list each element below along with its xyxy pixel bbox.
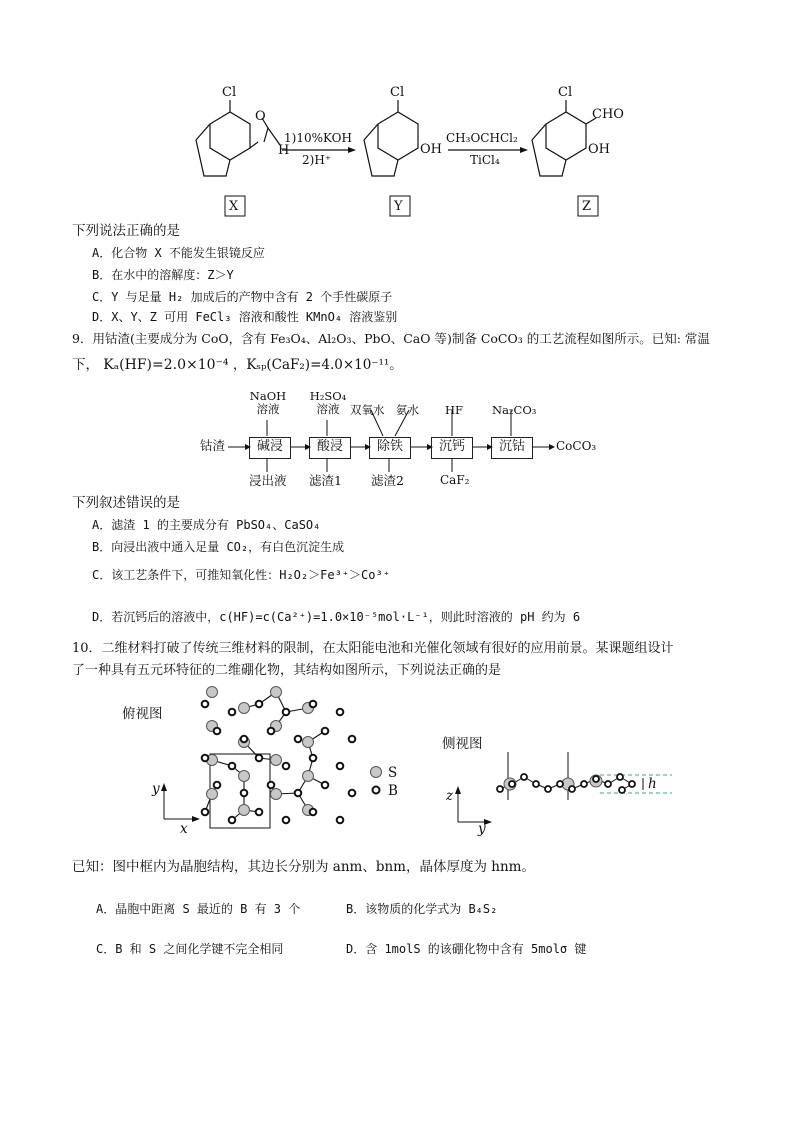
cl-z: Cl [558,85,573,100]
reagent-h2o2: 双氧水 [350,403,385,417]
side-b-atom [497,786,503,792]
arrow2-top: CH₃OCHCl₂ [446,131,518,145]
side-b-atom [619,787,625,793]
b-atom [202,701,209,708]
q10-option-c: C．B 和 S 之间化学键不完全相同 [96,942,284,956]
side-b-atom [533,781,539,787]
cl-y: Cl [390,85,405,100]
b-atom [256,701,263,708]
q9-option-b: B．向浸出液中通入足量 CO₂，有白色沉淀生成 [92,540,345,554]
q10-option-a: A．晶胞中距离 S 最近的 B 有 3 个 [96,902,301,916]
q9-option-a: A．滤渣 1 的主要成分有 PbSO₄、CaSO₄ [92,518,321,532]
q9-stem-line1: 9．用钴渣(主要成分为 CoO，含有 Fe₃O₄、Al₂O₃、PbO、CaO 等)制备 CoCO₃ 的工艺流程如图所示。已知: 常温 [72,331,710,346]
flow-step-calcium-precipitation: 沉钙 [431,437,473,459]
axis-x-label: x [180,821,188,837]
s-atom [271,687,282,698]
thickness-h-label: h [648,776,657,792]
b-atom [229,709,236,716]
z-oh: OH [588,142,610,157]
flow-step-acid-leach: 酸浸 [309,437,351,459]
output-leachate: 浸出液 [249,473,287,488]
side-b-atom [629,781,635,787]
flow-step-iron-removal: 除铁 [369,437,411,459]
reagent-hf: HF [445,403,464,417]
q8-option-c: C．Y 与足量 H₂ 加成后的产物中含有 2 个手性碳原子 [92,290,393,304]
reagent-ammonia: 氨水 [396,403,419,417]
flow-start: 钴渣 [200,438,226,453]
b-atom [214,728,221,735]
q9-stem-prefix: 下， [72,357,99,373]
y-oh: OH [420,142,442,157]
side-b-atom [569,786,575,792]
side-b-atom [617,774,623,780]
flow-end: CoCO₃ [556,439,597,453]
side-view-label: 侧视图 [442,736,483,752]
axis-y2-label: y [478,821,486,837]
q10-option-b: B．该物质的化学式为 B₄S₂ [346,902,498,916]
side-b-atom [605,781,611,787]
legend-b-label: B [388,783,398,799]
q10-known: 已知：图中框内为晶胞结构，其边长分别为 anm、bnm，晶体厚度为 hnm。 [72,859,535,875]
b-atom [310,701,317,708]
axis-z-label: z [446,788,454,804]
x-aldehyde-h: H [278,143,290,158]
arrow1-bottom: 2)H⁺ [302,153,332,167]
cl-x: Cl [222,85,237,100]
flow-step-alkali-leach: 碱浸 [249,437,291,459]
axis-y-label: y [152,781,160,797]
reaction-structures [0,0,794,230]
arrow1-top: 1)10%KOH [284,131,352,145]
q10-stem-line1: 10．二维材料打破了传统三维材料的限制，在太阳能电池和光催化领域有很好的应用前景。某课题组设计 [72,641,674,656]
reagent-na2co3: Na₂CO₃ [492,403,537,417]
s-atom [239,703,250,714]
side-b-atom [581,781,587,787]
q9-option-c: C．该工艺条件下，可推知氧化性：H₂O₂＞Fe³⁺＞Co³⁺ [92,568,390,582]
q8-option-a: A．化合物 X 不能发生银镜反应 [92,246,265,260]
q8-option-b: B．在水中的溶解度：Z＞Y [92,268,234,282]
output-residue2: 滤渣2 [371,473,404,488]
b-atom [283,709,290,716]
b-atom [268,728,275,735]
side-b-atom [545,786,551,792]
top-view-label: 俯视图 [122,706,163,722]
side-b-atom [521,774,527,780]
z-cho: CHO [592,107,624,122]
flow-step-cobalt-precipitation: 沉钴 [491,437,533,459]
legend-s-label: S [388,765,398,781]
q8-option-d: D．X、Y、Z 可用 FeCl₃ 溶液和酸性 KMnO₄ 溶液鉴别 [92,310,398,324]
label-x: X [229,199,239,214]
label-z: Z [582,199,592,214]
side-b-atom [509,781,515,787]
q9-question: 下列叙述错误的是 [72,495,180,511]
q10-stem-line2: 了一种具有五元环特征的二维硼化物，其结构如图所示，下列说法正确的是 [72,663,502,678]
side-b-atom [593,776,599,782]
side-b-atom [557,781,563,787]
output-caf2: CaF₂ [440,473,470,487]
q10-option-d: D．含 1molS 的该硼化物中含有 5molσ 键 [346,942,587,956]
s-atom [207,687,218,698]
q8-stem: 下列说法正确的是 [72,223,180,239]
q9-option-d: D．若沉钙后的溶液中，c(HF)=c(Ca²⁺)=1.0×10⁻⁵mol·L⁻¹，则此时溶液的 pH 约为 6 [92,610,581,624]
arrow2-bottom: TiCl₄ [470,153,500,167]
reagent-naoh: NaOH 溶液 [249,389,287,416]
label-y: Y [394,199,403,214]
q9-stem-line2 [72,356,403,374]
side-view-diagram [0,740,794,840]
output-residue1: 滤渣1 [309,473,342,488]
q9-ka: Kₐ(HF)=2.0×10⁻⁴ [103,357,229,373]
x-carbonyl-o: O [255,109,266,124]
b-atom [322,728,329,735]
q9-ksp: ，Kₛₚ(CaF₂)=4.0×10⁻¹¹。 [232,357,403,373]
reagent-h2so4: H₂SO₄ 溶液 [309,389,347,416]
b-atom [337,709,344,716]
